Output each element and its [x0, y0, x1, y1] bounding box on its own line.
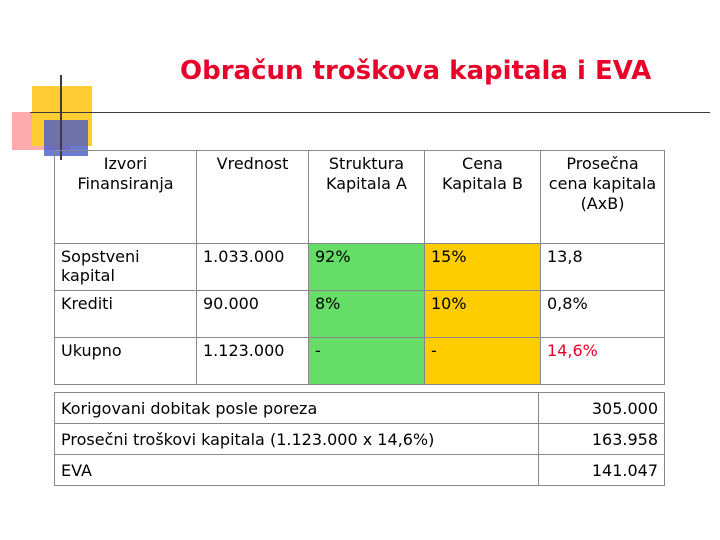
eva-row — [55, 455, 665, 486]
cell-value: 1.123.000 — [197, 338, 309, 385]
header-cena: Cena Kapitala B — [425, 151, 541, 244]
table-header-row — [55, 151, 665, 244]
header-izvori: Izvori Finansiranja — [55, 151, 197, 244]
cell-weighted: 13,8 — [541, 244, 665, 291]
eva-label: Korigovani dobitak posle poreza — [55, 393, 539, 424]
cell-structure: 8% — [309, 291, 425, 338]
cell-source: Krediti — [55, 291, 197, 338]
eva-row — [55, 424, 665, 455]
eva-table — [54, 392, 665, 486]
page-title: Obračun troškova kapitala i EVA — [180, 56, 652, 86]
cell-structure: 92% — [309, 244, 425, 291]
cell-source: Ukupno — [55, 338, 197, 385]
cell-value: 1.033.000 — [197, 244, 309, 291]
cell-value: 90.000 — [197, 291, 309, 338]
header-struktura: Struktura Kapitala A — [309, 151, 425, 244]
eva-label: EVA — [55, 455, 539, 486]
cell-source: Sopstveni kapital — [55, 244, 197, 291]
cell-cost: 15% — [425, 244, 541, 291]
eva-value: 305.000 — [539, 393, 665, 424]
cell-weighted: 0,8% — [541, 291, 665, 338]
cell-cost: - — [425, 338, 541, 385]
decor-vertical-line — [60, 75, 62, 160]
table-row — [55, 291, 665, 338]
eva-label: Prosečni troškovi kapitala (1.123.000 x 14,6%) — [55, 424, 539, 455]
capital-cost-table — [54, 150, 665, 385]
decor-horizontal-line — [30, 112, 710, 113]
cell-weighted-total: 14,6% — [541, 338, 665, 385]
table-row — [55, 244, 665, 291]
header-vrednost: Vrednost — [197, 151, 309, 244]
cell-structure: - — [309, 338, 425, 385]
header-prosecna: Prosečna cena kapitala (AxB) — [541, 151, 665, 244]
cell-cost: 10% — [425, 291, 541, 338]
table-row — [55, 338, 665, 385]
eva-value: 141.047 — [539, 455, 665, 486]
eva-row — [55, 393, 665, 424]
eva-value: 163.958 — [539, 424, 665, 455]
